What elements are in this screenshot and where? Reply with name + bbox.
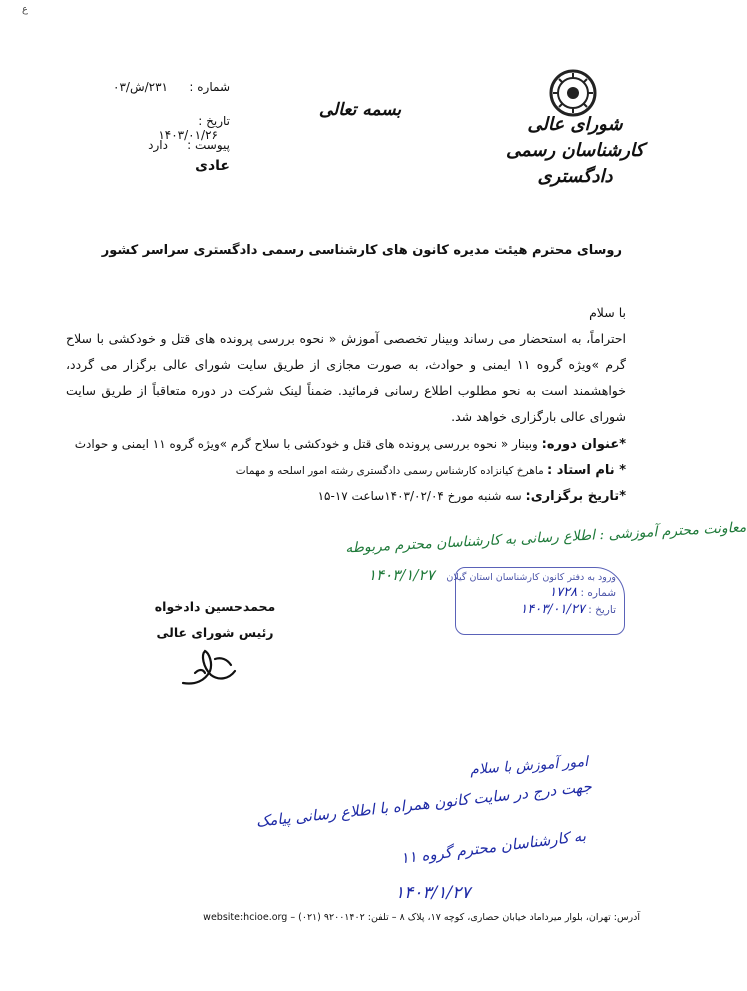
detail-course xyxy=(26,437,626,452)
signature-icon xyxy=(175,645,245,690)
letter-body xyxy=(66,300,626,430)
body-paragraph: احتراماً، به استحضار می رساند وبینار تخصصی آموزش « نحوه بررسی پرونده های قتل و خودکشی با سلاح گرم »ویژه گروه ۱۱ ایمنی و حوادث، به صورت مجازی از طریق سایت شورای عالی برگزار می گردد، خواهشمند است به نحو مطلوب اطلاع رسانی فرمائید. ضمناً لینک شرکت در دوره متعاقباً از طریق سایت شورای عالی بارگزاری خواهد شد. xyxy=(66,331,626,424)
corner-mark: ع xyxy=(22,4,28,15)
receipt-stamp xyxy=(446,567,625,635)
detail-date-label: *تاریخ برگزاری: xyxy=(525,489,626,504)
handwritten-instruction-line3: به کارشناسان محترم گروه ۱۱ xyxy=(399,826,587,868)
council-name-line1: شورای عالی xyxy=(527,114,623,135)
signer-name: محمدحسین دادخواه xyxy=(154,599,276,614)
greeting: با سلام xyxy=(589,305,626,320)
council-name-line2: کارشناسان رسمی دادگستری xyxy=(506,140,644,187)
footer-address-text: آدرس: تهران، بلوار میرداماد خیابان حصاری، کوچه ۱۷، پلاک ۸ – تلفن: ۹۲۰۰۱۴۰۲ (۰۲۱) – xyxy=(290,912,640,923)
stamp-title: ورود به دفتر کانون کارشناسان استان گیلان xyxy=(446,572,616,583)
handwritten-instruction-date: ۱۴۰۳/۱/۲۷ xyxy=(395,883,471,903)
footer-website: website:hcioe.org xyxy=(203,912,288,923)
detail-course-value: وبینار « نحوه بررسی پرونده های قتل و خودکشی با سلاح گرم »ویژه گروه ۱۱ ایمنی و حوادث xyxy=(74,437,542,451)
stamp-number: شماره : ۱۷۲۸ xyxy=(549,585,616,600)
letter-number: شماره :۲۳۱/ش/۰۳ xyxy=(113,80,230,94)
handwritten-referral-date: ۱۴۰۳/۱/۲۷ xyxy=(368,566,435,584)
priority-label: عادی xyxy=(195,158,230,174)
detail-teacher xyxy=(26,463,626,478)
signer-title: رئیس شورای عالی xyxy=(156,625,274,640)
council-name xyxy=(505,100,645,190)
letter-attachment: پیوست :دارد xyxy=(148,138,230,152)
detail-date-value: سه شنبه مورخ ۱۴۰۳/۰۲/۰۴ساعت ۱۷-۱۵ xyxy=(317,489,526,503)
addressee-line: روسای محترم هیئت مدیره کانون های کارشناسی رسمی دادگستری سراسر کشور xyxy=(101,243,622,258)
footer-address xyxy=(130,912,640,923)
signature-block xyxy=(140,594,290,646)
detail-course-label: *عنوان دوره: xyxy=(541,437,626,452)
handwritten-instruction-line1: امور آموزش با سلام xyxy=(469,753,589,779)
letter-date: تاریخ :۱۴۰۳/۰۱/۲۶ xyxy=(158,114,230,142)
detail-teacher-label: * نام استاد : xyxy=(547,463,626,478)
detail-teacher-value: ماهرخ کیانزاده کارشناس رسمی دادگستری رشته امور اسلحه و مهمات xyxy=(235,465,548,477)
detail-date xyxy=(26,489,626,504)
basmala-heading: بسمه تعالی xyxy=(318,100,402,120)
stamp-date: تاریخ : ۱۴۰۳/۰۱/۲۷ xyxy=(520,602,616,617)
handwritten-instruction-line2: جهت درج در سایت کانون همراه با اطلاع رسانی پیامک xyxy=(254,777,593,831)
handwritten-referral-note: معاونت محترم آموزشی : اطلاع رسانی به کارشناسان محترم مربوطه xyxy=(344,519,747,557)
